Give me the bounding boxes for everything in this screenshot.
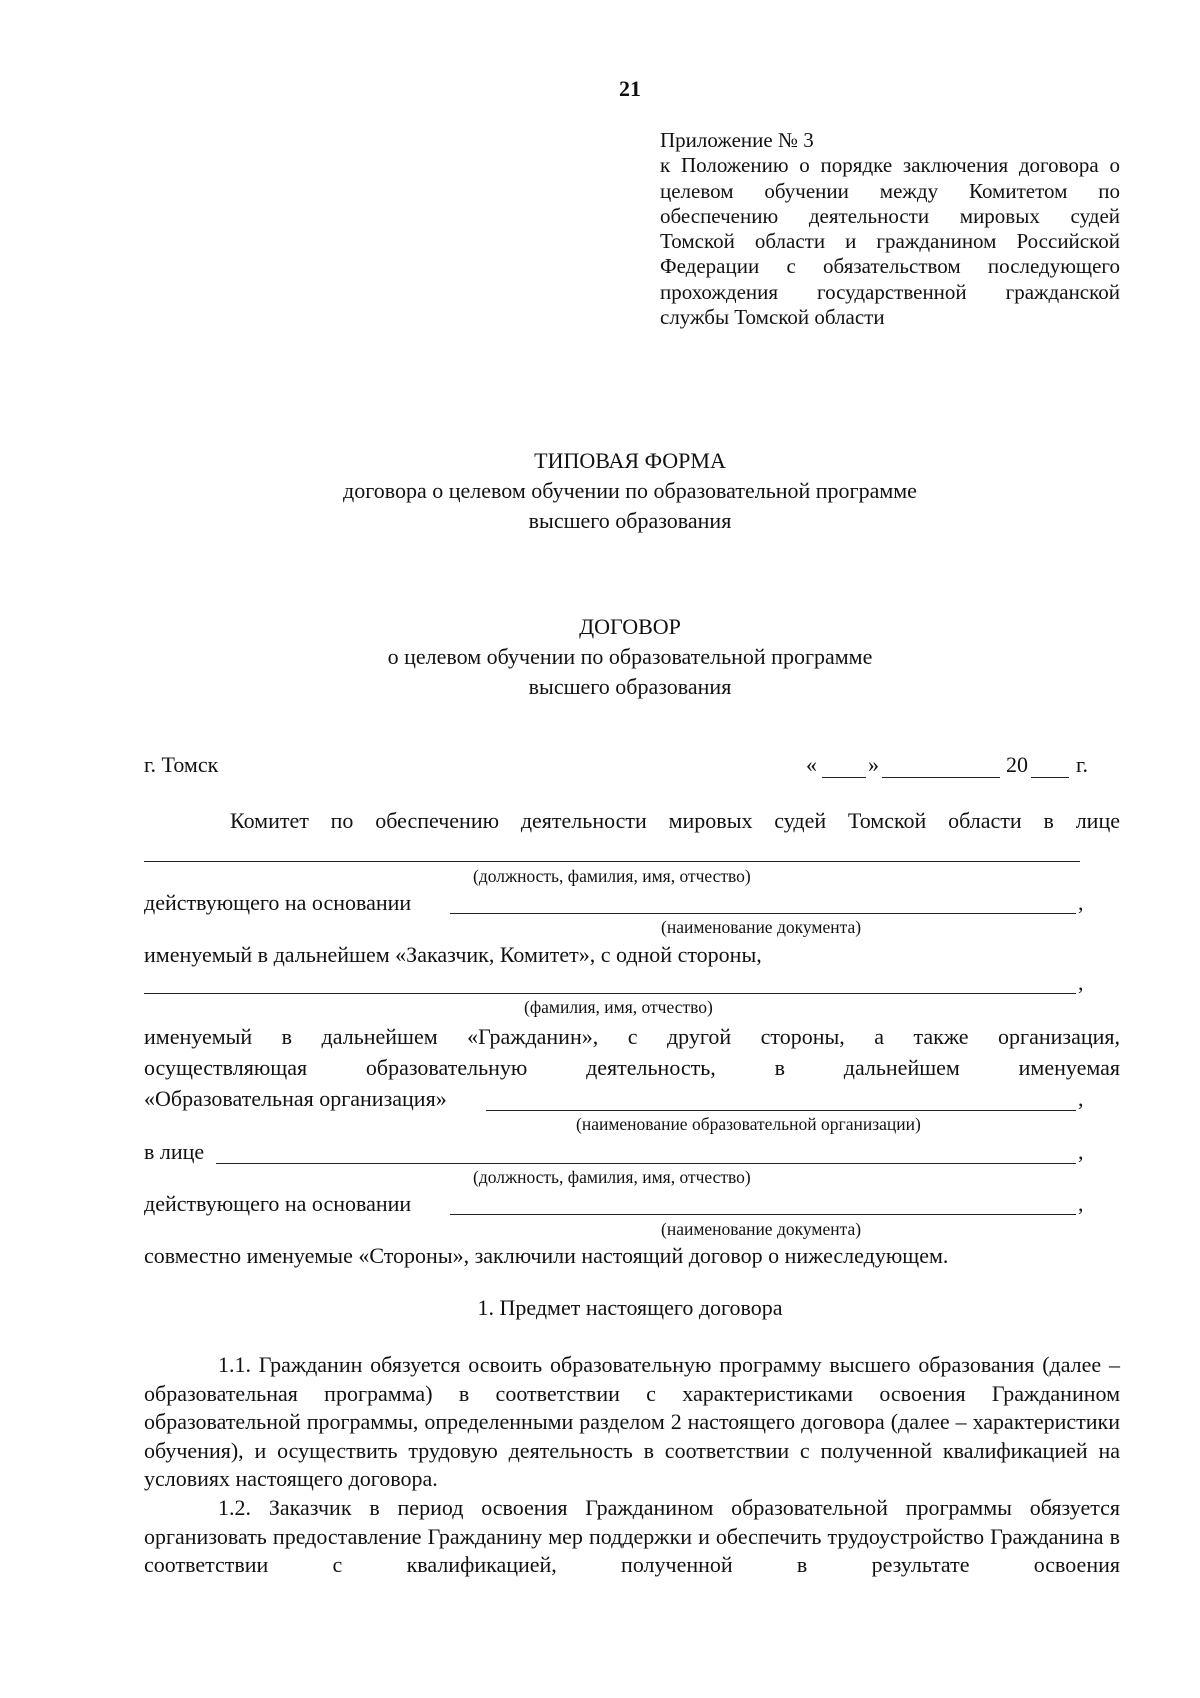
- comma: ,: [1078, 1191, 1084, 1216]
- paragraph-1-1: 1.1. Гражданин обязуется освоить образовательную программу высшего образования (далее – образовательная программа) в соответствии с характеристиками освоения Гражданином образовательной программы, определенными разделом 2 настоящего договора (далее – характеристики обучения), и осуществить трудовую деятельность в соответствии с полученной квалификацией на условиях настоящего договора.: [144, 1352, 1120, 1491]
- date-year-field[interactable]: [1031, 777, 1069, 778]
- acting-basis-label: действующего на основании: [144, 890, 412, 915]
- edu-org-field[interactable]: [486, 1110, 1076, 1111]
- named-citizen-line2: осуществляющая образовательную деятельность, в дальнейшем именуемая: [144, 1055, 1120, 1080]
- contract-place: г. Томск: [144, 752, 219, 777]
- date-year-suffix: г.: [1076, 752, 1089, 777]
- caption-edu-org: (наименование образовательной организации): [576, 1114, 921, 1134]
- standard-form-subtitle-2: высшего образования: [528, 508, 732, 533]
- standard-form-title: [0, 446, 1200, 536]
- named-customer: именуемый в дальнейшем «Заказчик, Комитет», с одной стороны,: [144, 942, 762, 967]
- intro-line: Комитет по обеспечению деятельности мировых судей Томской области в лице: [230, 808, 1120, 833]
- position-name-field[interactable]: [144, 861, 1080, 862]
- contract-subtitle-2: высшего образования: [528, 674, 732, 699]
- standard-form-heading: ТИПОВАЯ ФОРМА: [534, 448, 726, 473]
- org-basis-document-field[interactable]: [450, 1214, 1076, 1215]
- basis-document-field[interactable]: [450, 913, 1076, 914]
- caption-position-name: (должность, фамилия, имя, отчество): [473, 866, 751, 886]
- paragraph-1-2: 1.2. Заказчик в период освоения Гражданином образовательной программы обязуется организовать предоставление Гражданину мер поддержки и обеспечить трудоустройство Гражданина в соответствии с квалификацией, полученной в результате освоения: [144, 1495, 1120, 1577]
- date-year-prefix: 20: [1006, 752, 1028, 777]
- appendix-text: к Положению о порядке заключения договора о целевом обучении между Комитетом по обеспечению деятельности мировых судей Томской области и гражданином Российской Федерации с обязательством последующего прохождения государственной гражданской службы Томской области: [660, 153, 1120, 330]
- section-1-heading: 1. Предмет настоящего договора: [477, 1295, 783, 1320]
- date-close-quote: »: [868, 752, 879, 777]
- comma: ,: [1078, 1086, 1084, 1111]
- appendix-number: Приложение № 3: [660, 128, 814, 152]
- standard-form-subtitle: договора о целевом обучении по образовательной программе: [343, 478, 917, 503]
- together-statement: совместно именуемые «Стороны», заключили настоящий договор о нижеследующем.: [144, 1243, 949, 1268]
- contract-subtitle: о целевом обучении по образовательной программе: [387, 644, 873, 669]
- contract-heading: ДОГОВОР: [579, 614, 681, 639]
- date-day-field[interactable]: [822, 777, 866, 778]
- date-open-quote: «: [806, 752, 817, 777]
- in-person-label: в лице: [144, 1139, 205, 1164]
- caption-fio: (фамилия, имя, отчество): [524, 997, 713, 1017]
- date-month-field[interactable]: [882, 777, 1000, 778]
- caption-position-name-2: (должность, фамилия, имя, отчество): [473, 1167, 751, 1187]
- comma: ,: [1078, 970, 1084, 995]
- page-number: 21: [619, 76, 641, 101]
- appendix-note: [660, 128, 1120, 330]
- edu-org-label: «Образовательная организация»: [144, 1086, 447, 1111]
- caption-document: (наименование документа): [661, 917, 862, 937]
- acting-basis-label-2: действующего на основании: [144, 1191, 412, 1216]
- org-position-name-field[interactable]: [216, 1163, 1076, 1164]
- comma: ,: [1078, 890, 1084, 915]
- citizen-fio-field[interactable]: [144, 993, 1076, 994]
- caption-document-2: (наименование документа): [661, 1219, 862, 1239]
- contract-title: [0, 612, 1200, 702]
- comma: ,: [1078, 1139, 1084, 1164]
- named-citizen-line1: именуемый в дальнейшем «Гражданин», с другой стороны, а также организация,: [144, 1024, 1120, 1049]
